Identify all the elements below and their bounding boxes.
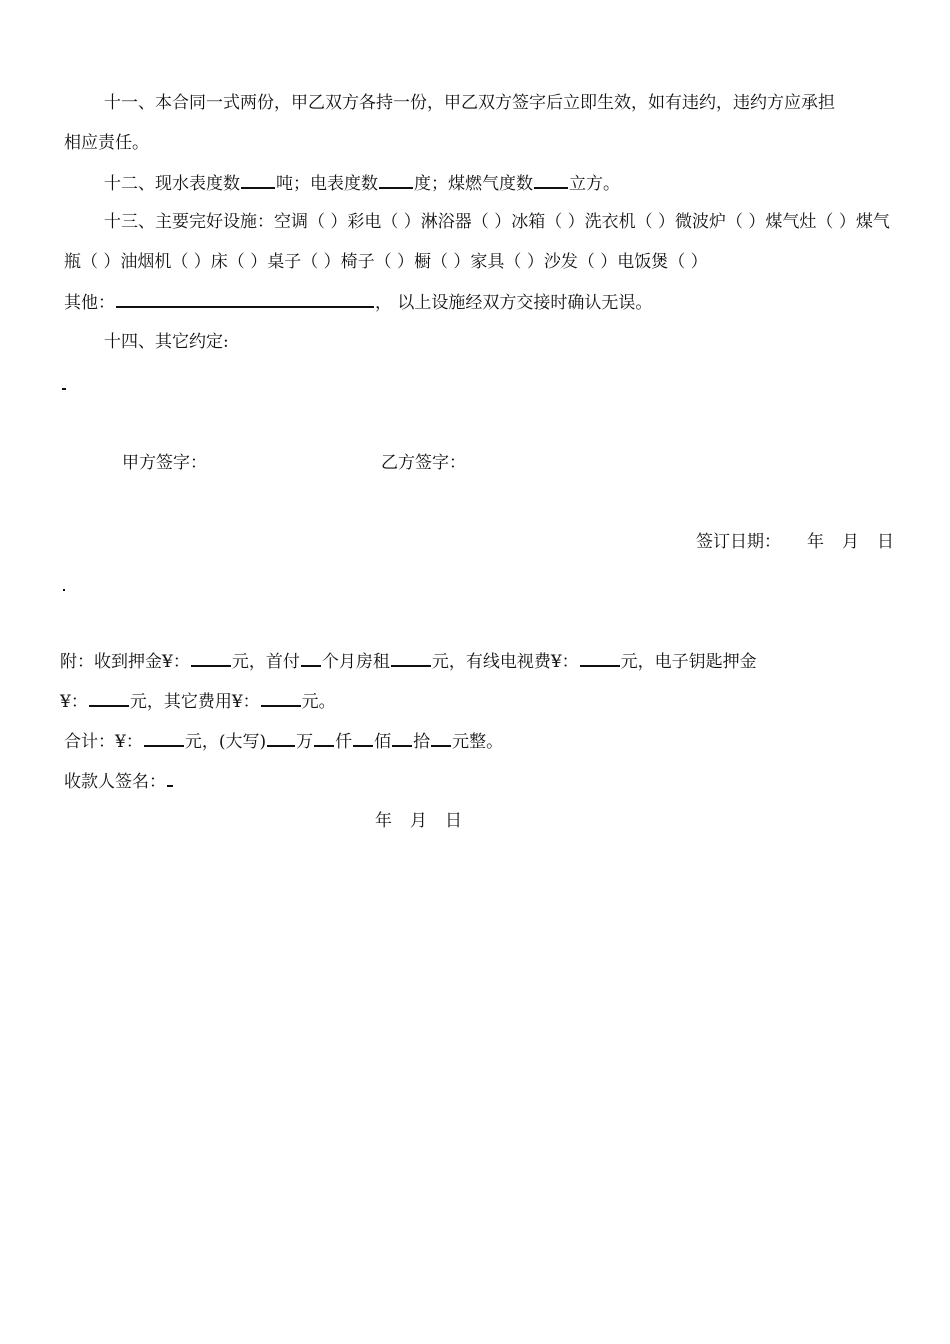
attachment-line-2	[60, 689, 336, 714]
clause-12-text-2: 吨；电表度数	[276, 174, 378, 194]
other-fees-unit: 元。	[301, 692, 336, 712]
key-deposit-label: 元，电子钥匙押金	[620, 652, 757, 672]
clause-14: 十四、其它约定:	[104, 332, 229, 352]
stray-mark	[62, 388, 66, 390]
clause-13-line-1: 十三、主要完好设施：空调（ ）彩电（ ）淋浴器（ ）冰箱（ ）洗衣机（ ）微波炉（ ）煤气灶（ ）煤气	[104, 212, 890, 232]
qian-unit: 仟	[335, 732, 353, 752]
other-facilities-blank	[116, 290, 374, 308]
first-payment-label: 元，首付	[231, 652, 300, 672]
signing-date-label: 签订日期：	[696, 532, 781, 552]
payee-signature	[64, 769, 174, 794]
cable-tv-blank	[580, 649, 620, 667]
clause-12-text-1: 十二、现水表度数	[104, 174, 240, 194]
yuan-blank	[431, 729, 451, 747]
water-meter-blank	[241, 171, 275, 189]
total-label: 合计：¥：	[64, 732, 143, 752]
signing-date	[696, 530, 894, 554]
clause-12-text-3: 度；煤燃气度数	[414, 174, 533, 194]
clause-13-other	[64, 290, 652, 315]
other-confirm-text: ， 以上设施经双方交接时确认无误。	[375, 293, 653, 313]
shi-blank	[392, 729, 412, 747]
electric-meter-blank	[379, 171, 413, 189]
attachment-line-1	[60, 649, 757, 674]
stray-dot	[63, 589, 65, 591]
other-label: 其他：	[64, 293, 115, 313]
payee-month: 月	[410, 811, 427, 831]
payee-signature-label: 收款人签名：	[64, 772, 166, 792]
wan-blank	[267, 729, 295, 747]
payee-year: 年	[375, 811, 392, 831]
clause-13-line-2: 瓶（ ）油烟机（ ）床（ ）桌子（ ）椅子（ ）橱（ ）家具（ ）沙发（ ）电饭煲（ ）	[64, 252, 708, 272]
clause-12	[104, 171, 620, 196]
total-uppercase-label: 元，(大写)	[184, 732, 267, 752]
payee-date	[375, 809, 462, 833]
deposit-label: 附：收到押金¥：	[60, 652, 190, 672]
shi-unit: 拾	[413, 732, 431, 752]
other-fees-blank	[261, 689, 301, 707]
gas-meter-blank	[534, 171, 568, 189]
bai-unit: 佰	[374, 732, 392, 752]
signing-month: 月	[842, 532, 859, 552]
total-blank	[144, 729, 184, 747]
rent-label: 个月房租	[321, 652, 390, 672]
party-b-signature-label: 乙方签字：	[381, 453, 466, 473]
key-deposit-currency: ¥：	[60, 692, 88, 712]
other-fees-label: 元，其它费用¥：	[129, 692, 260, 712]
attachment-total	[64, 729, 503, 754]
bai-blank	[353, 729, 373, 747]
deposit-blank	[191, 649, 231, 667]
rent-blank	[391, 649, 431, 667]
clause-12-text-4: 立方。	[569, 174, 620, 194]
wan-unit: 万	[296, 732, 314, 752]
months-blank	[301, 649, 321, 667]
signing-year: 年	[807, 532, 824, 552]
payee-signature-blank	[167, 769, 173, 787]
total-suffix: 元整。	[452, 732, 504, 752]
party-a-signature-label: 甲方签字：	[122, 453, 207, 473]
clause-11-line-2: 相应责任。	[64, 133, 149, 153]
key-deposit-blank	[89, 689, 129, 707]
payee-day: 日	[445, 811, 462, 831]
cable-tv-label: 元，有线电视费¥：	[431, 652, 579, 672]
signing-day: 日	[877, 532, 894, 552]
qian-blank	[314, 729, 334, 747]
clause-11-line-1: 十一、本合同一式两份，甲乙双方各持一份，甲乙双方签字后立即生效，如有违约，违约方应承担	[104, 93, 835, 113]
